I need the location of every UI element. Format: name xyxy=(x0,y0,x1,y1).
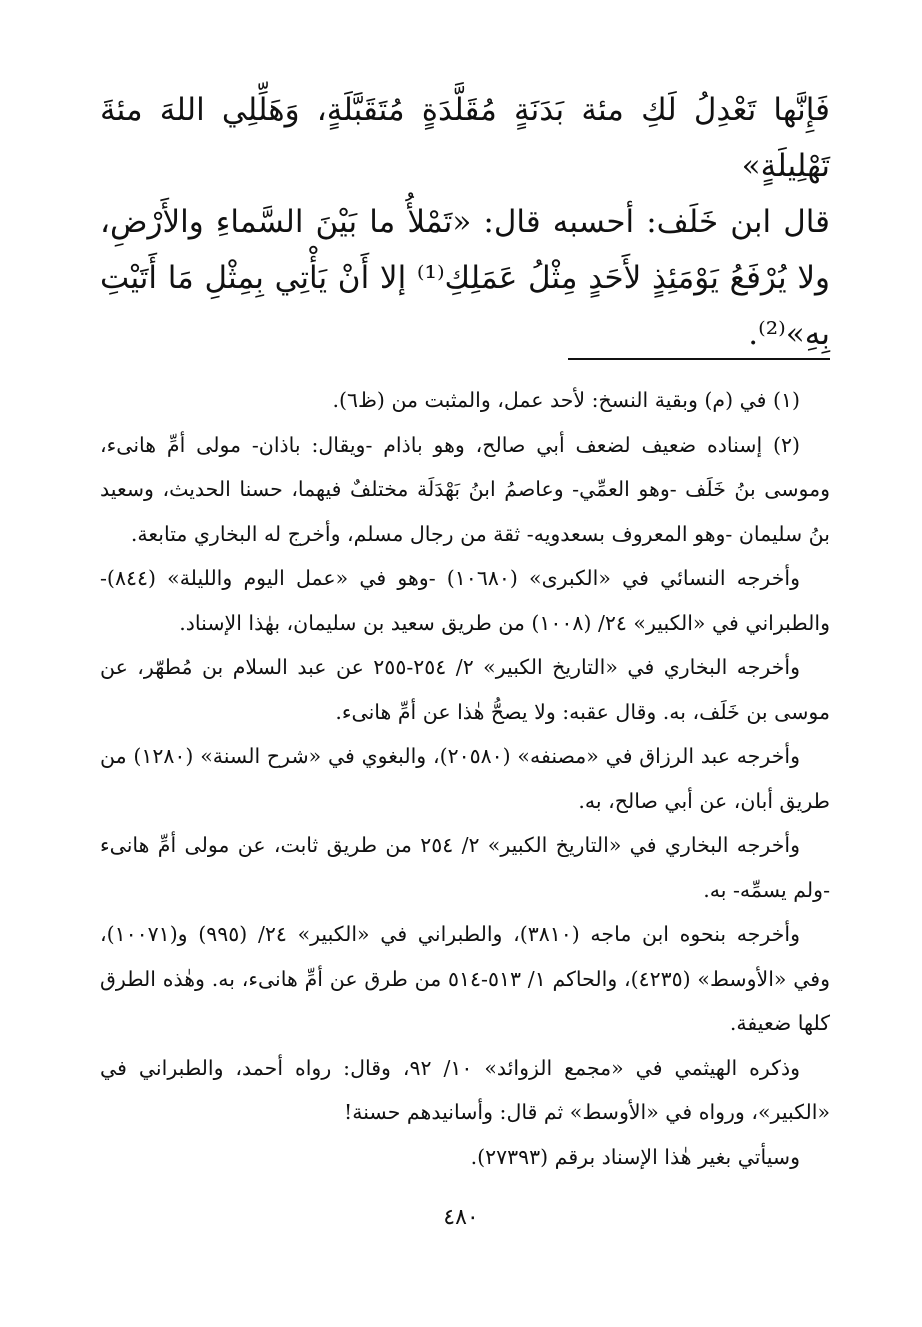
footnote-1: (١) في (م) وبقية النسخ: لأحد عمل، والمثبت من (ظ٦). xyxy=(332,388,800,412)
footnote-paragraph: وأخرجه البخاري في «التاريخ الكبير» ٢/ ٢٥٤-٢٥٥ عن عبد السلام بن مُطهّر، عن موسى بن خَلَف، به. وقال عقبه: ولا يصحُّ هٰذا عن أمِّ هانىء. xyxy=(100,655,830,724)
main-text-paragraph-2: قال ابن خَلَف: أحسبه قال: «تَمْلأُ ما بَيْنَ السَّماءِ والأَرْضِ، ولا يُرْفَعُ يَوْمَئِذٍ لأَحَدٍ مِثْلُ عَمَلِكِ⁽¹⁾ إلا أَنْ يَأْتِي بِمِثْلِ مَا أَتَيْتِ بِهِ»⁽²⁾. xyxy=(100,204,830,352)
footnote-paragraph: وأخرجه بنحوه ابن ماجه (٣٨١٠)، والطبراني في «الكبير» ٢٤/ (٩٩٥) و(١٠٠٧١)، وفي «الأوسط» (٤٢٣٥)، والحاكم ١/ ٥١٣-٥١٤ من طرق عن أمِّ هانىء، به. وهٰذه الطرق كلها ضعيفة. xyxy=(100,922,830,1035)
main-text xyxy=(100,82,830,362)
footnote-paragraph: وأخرجه النسائي في «الكبرى» (١٠٦٨٠) -وهو في «عمل اليوم والليلة» (٨٤٤)- والطبراني في «الكبير» ٢٤/ (١٠٠٨) من طريق سعيد بن سليمان، بهٰذا الإسناد. xyxy=(100,566,830,635)
footnote-paragraph: وذكره الهيثمي في «مجمع الزوائد» ١٠/ ٩٢، وقال: رواه أحمد، والطبراني في «الكبير»، ورواه في «الأوسط» ثم قال: وأسانيدهم حسنة! xyxy=(100,1055,830,1124)
main-text-paragraph-1: فَإِنَّها تَعْدِلُ لَكِ مئة بَدَنَةٍ مُقَلَّدَةٍ مُتَقَبَّلَةٍ، وَهَلِّلِي اللهَ مئةَ تَهْلِيلَةٍ» xyxy=(100,92,830,184)
footnote-2: (٢) إسناده ضعيف لضعف أبي صالح، وهو باذام -ويقال: باذان- مولى أمِّ هانىء، وموسى بنُ خَلَف -وهو العمِّي- وعاصمُ ابنُ بَهْدَلَة مختلفٌ فيهما، حسنا الحديث، وسعيد بنُ سليمان -وهو المعروف بسعدويه- ثقة من رجال مسلم، وأخرج له البخاري متابعة. xyxy=(100,432,830,546)
page-number: ٤٨٠ xyxy=(443,1205,479,1230)
footnote-separator xyxy=(568,358,830,360)
footnote-paragraph: وأخرجه البخاري في «التاريخ الكبير» ٢/ ٢٥٤ من طريق ثابت، عن مولى أمِّ هانىء -ولم يسمِّه- به. xyxy=(100,833,830,902)
footnote-paragraph: وأخرجه عبد الرزاق في «مصنفه» (٢٠٥٨٠)، والبغوي في «شرح السنة» (١٢٨٠) من طريق أبان، عن أبي صالح، به. xyxy=(100,744,830,813)
footnote-paragraph: وسيأتي بغير هٰذا الإسناد برقم (٢٧٣٩٣). xyxy=(470,1144,800,1169)
footnotes xyxy=(100,378,830,1179)
